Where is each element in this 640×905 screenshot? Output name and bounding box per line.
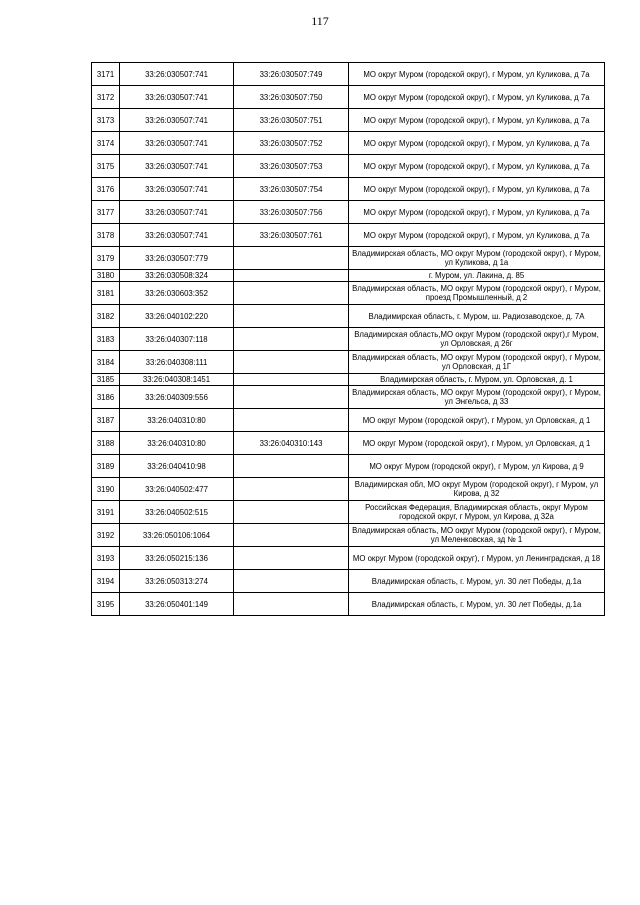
address-cell: Владимирская область,МО округ Муром (городской округ),г Муром, ул Орловская, д 26г [349, 328, 605, 351]
parent-cadastral-number: 33:26:040502:515 [120, 501, 234, 524]
parent-cadastral-number: 33:26:050215:136 [120, 547, 234, 570]
table-row [92, 270, 605, 282]
registry-table-body [92, 63, 605, 616]
parent-cadastral-number: 33:26:030507:741 [120, 132, 234, 155]
address-cell: МО округ Муром (городской округ), г Муром, ул Куликова, д 7а [349, 109, 605, 132]
row-number: 3178 [92, 224, 120, 247]
row-number: 3172 [92, 86, 120, 109]
row-number: 3190 [92, 478, 120, 501]
table-row [92, 63, 605, 86]
parent-cadastral-number: 33:26:030603:352 [120, 282, 234, 305]
parent-cadastral-number: 33:26:030507:779 [120, 247, 234, 270]
row-number: 3171 [92, 63, 120, 86]
row-number: 3181 [92, 282, 120, 305]
child-cadastral-number [234, 386, 349, 409]
address-cell: МО округ Муром (городской округ), г Муром, ул Куликова, д 7а [349, 63, 605, 86]
row-number: 3189 [92, 455, 120, 478]
table-row [92, 351, 605, 374]
parent-cadastral-number: 33:26:040310:80 [120, 432, 234, 455]
child-cadastral-number [234, 455, 349, 478]
address-cell: Владимирская область, МО округ Муром (городской округ), г Муром, ул Энгельса, д 33 [349, 386, 605, 409]
row-number: 3175 [92, 155, 120, 178]
table-row [92, 178, 605, 201]
parent-cadastral-number: 33:26:040308:111 [120, 351, 234, 374]
parent-cadastral-number: 33:26:040307:118 [120, 328, 234, 351]
table-row [92, 328, 605, 351]
table-row [92, 109, 605, 132]
parent-cadastral-number: 33:26:050401:149 [120, 593, 234, 616]
child-cadastral-number: 33:26:030507:753 [234, 155, 349, 178]
table-row [92, 409, 605, 432]
address-cell: МО округ Муром (городской округ), г Муром, ул Куликова, д 7а [349, 132, 605, 155]
address-cell: Владимирская область, МО округ Муром (городской округ), г Муром, проезд Промышленный, д 2 [349, 282, 605, 305]
parent-cadastral-number: 33:26:040310:80 [120, 409, 234, 432]
address-cell: Владимирская обл, МО округ Муром (городской округ), г Муром, ул Кирова, д 32 [349, 478, 605, 501]
address-cell: Владимирская область, МО округ Муром (городской округ), г Муром, ул Меленковская, зд № 1 [349, 524, 605, 547]
table-row [92, 386, 605, 409]
address-cell: МО округ Муром (городской округ), г Муром, ул Ленинградская, д 18 [349, 547, 605, 570]
table-row [92, 478, 605, 501]
child-cadastral-number: 33:26:030507:756 [234, 201, 349, 224]
child-cadastral-number [234, 247, 349, 270]
row-number: 3180 [92, 270, 120, 282]
row-number: 3195 [92, 593, 120, 616]
child-cadastral-number [234, 282, 349, 305]
child-cadastral-number: 33:26:030507:754 [234, 178, 349, 201]
address-cell: Владимирская область, г. Муром, ш. Радиозаводское, д. 7А [349, 305, 605, 328]
table-row [92, 201, 605, 224]
row-number: 3176 [92, 178, 120, 201]
table-row [92, 432, 605, 455]
child-cadastral-number: 33:26:040310:143 [234, 432, 349, 455]
address-cell: МО округ Муром (городской округ), г Муром, ул Куликова, д 7а [349, 86, 605, 109]
address-cell: Владимирская область, МО округ Муром (городской округ), г Муром, ул Орловская, д 1Г [349, 351, 605, 374]
parent-cadastral-number: 33:26:050106:1064 [120, 524, 234, 547]
row-number: 3177 [92, 201, 120, 224]
address-cell: Российская Федерация, Владимирская область, округ Муром городской округ, г Муром, ул Кирова, д 32а [349, 501, 605, 524]
row-number: 3182 [92, 305, 120, 328]
row-number: 3173 [92, 109, 120, 132]
address-cell: Владимирская область, г. Муром, ул. 30 лет Победы, д.1а [349, 593, 605, 616]
child-cadastral-number [234, 305, 349, 328]
child-cadastral-number [234, 374, 349, 386]
address-cell: Владимирская область, г. Муром, ул. Орловская, д. 1 [349, 374, 605, 386]
parent-cadastral-number: 33:26:030508:324 [120, 270, 234, 282]
address-cell: МО округ Муром (городской округ), г Муром, ул Куликова, д 7а [349, 224, 605, 247]
table-row [92, 224, 605, 247]
table-row [92, 86, 605, 109]
parent-cadastral-number: 33:26:050313:274 [120, 570, 234, 593]
child-cadastral-number [234, 351, 349, 374]
parent-cadastral-number: 33:26:030507:741 [120, 63, 234, 86]
row-number: 3194 [92, 570, 120, 593]
address-cell: МО округ Муром (городской округ), г Муром, ул Кирова, д 9 [349, 455, 605, 478]
parent-cadastral-number: 33:26:040102:220 [120, 305, 234, 328]
table-row [92, 593, 605, 616]
child-cadastral-number: 33:26:030507:749 [234, 63, 349, 86]
child-cadastral-number [234, 570, 349, 593]
parent-cadastral-number: 33:26:030507:741 [120, 224, 234, 247]
parent-cadastral-number: 33:26:040410:98 [120, 455, 234, 478]
address-cell: Владимирская область, МО округ Муром (городской округ), г Муром, ул Куликова, д 1а [349, 247, 605, 270]
child-cadastral-number: 33:26:030507:751 [234, 109, 349, 132]
address-cell: МО округ Муром (городской округ), г Муром, ул Орловская, д 1 [349, 432, 605, 455]
child-cadastral-number [234, 409, 349, 432]
row-number: 3193 [92, 547, 120, 570]
table-row [92, 374, 605, 386]
child-cadastral-number: 33:26:030507:752 [234, 132, 349, 155]
row-number: 3188 [92, 432, 120, 455]
row-number: 3179 [92, 247, 120, 270]
row-number: 3174 [92, 132, 120, 155]
row-number: 3184 [92, 351, 120, 374]
table-row [92, 247, 605, 270]
parent-cadastral-number: 33:26:040502:477 [120, 478, 234, 501]
child-cadastral-number [234, 524, 349, 547]
table-row [92, 501, 605, 524]
address-cell: МО округ Муром (городской округ), г Муром, ул Орловская, д 1 [349, 409, 605, 432]
table-row [92, 132, 605, 155]
table-row [92, 155, 605, 178]
parent-cadastral-number: 33:26:040309:556 [120, 386, 234, 409]
address-cell: МО округ Муром (городской округ), г Муром, ул Куликова, д 7а [349, 178, 605, 201]
parent-cadastral-number: 33:26:030507:741 [120, 109, 234, 132]
table-row [92, 305, 605, 328]
address-cell: г. Муром, ул. Лакина, д. 85 [349, 270, 605, 282]
table-row [92, 282, 605, 305]
child-cadastral-number: 33:26:030507:750 [234, 86, 349, 109]
child-cadastral-number [234, 328, 349, 351]
address-cell: МО округ Муром (городской округ), г Муром, ул Куликова, д 7а [349, 201, 605, 224]
table-row [92, 570, 605, 593]
registry-table [91, 62, 605, 616]
row-number: 3191 [92, 501, 120, 524]
parent-cadastral-number: 33:26:030507:741 [120, 201, 234, 224]
table-row [92, 547, 605, 570]
address-cell: Владимирская область, г. Муром, ул. 30 лет Победы, д.1а [349, 570, 605, 593]
child-cadastral-number [234, 270, 349, 282]
child-cadastral-number [234, 593, 349, 616]
child-cadastral-number: 33:26:030507:761 [234, 224, 349, 247]
row-number: 3186 [92, 386, 120, 409]
parent-cadastral-number: 33:26:030507:741 [120, 86, 234, 109]
row-number: 3183 [92, 328, 120, 351]
child-cadastral-number [234, 547, 349, 570]
parent-cadastral-number: 33:26:030507:741 [120, 155, 234, 178]
child-cadastral-number [234, 478, 349, 501]
table-row [92, 455, 605, 478]
parent-cadastral-number: 33:26:040308:1451 [120, 374, 234, 386]
table-row [92, 524, 605, 547]
row-number: 3192 [92, 524, 120, 547]
row-number: 3187 [92, 409, 120, 432]
parent-cadastral-number: 33:26:030507:741 [120, 178, 234, 201]
row-number: 3185 [92, 374, 120, 386]
child-cadastral-number [234, 501, 349, 524]
address-cell: МО округ Муром (городской округ), г Муром, ул Куликова, д 7а [349, 155, 605, 178]
page-number: 117 [311, 14, 329, 28]
